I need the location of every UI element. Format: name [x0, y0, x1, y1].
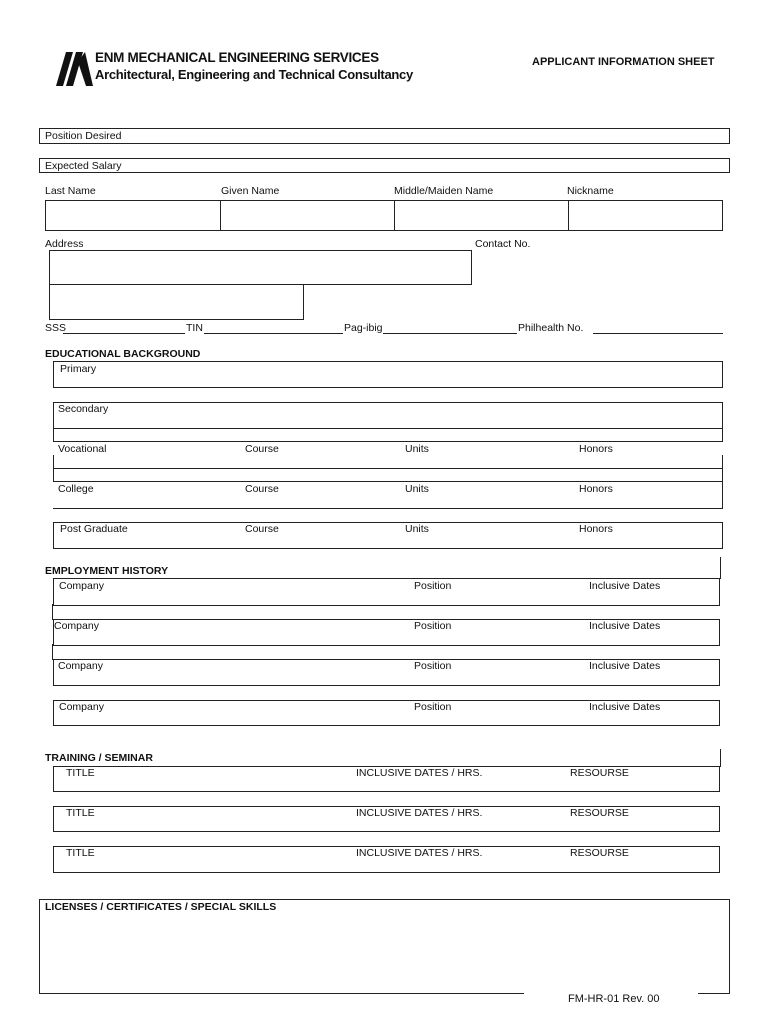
position-desired-field[interactable] — [39, 128, 730, 144]
college-course-label: Course — [245, 483, 279, 495]
employment-3-position-label: Position — [414, 660, 452, 672]
tin-label: TIN — [186, 322, 203, 334]
employment-heading: EMPLOYMENT HISTORY — [45, 565, 169, 577]
training-1-title-label: TITLE — [66, 767, 95, 779]
training-2-title-label: TITLE — [66, 807, 95, 819]
given-name-field[interactable] — [220, 200, 395, 231]
post-graduate-row[interactable] — [53, 522, 723, 549]
training-3-resource-label: RESOURSE — [570, 847, 629, 859]
employment-1-company-label: Company — [59, 580, 104, 592]
philhealth-line[interactable] — [593, 333, 723, 334]
given-name-label: Given Name — [221, 185, 280, 197]
college-honors-label: Honors — [579, 483, 613, 495]
address-field[interactable] — [49, 250, 472, 285]
vocational-units-label: Units — [405, 443, 429, 455]
training-heading: TRAINING / SEMINAR — [45, 752, 153, 764]
training-2-dates-label: INCLUSIVE DATES / HRS. — [356, 807, 483, 819]
form-title: APPLICANT INFORMATION SHEET — [532, 56, 715, 68]
training-1-dates-label: INCLUSIVE DATES / HRS. — [356, 767, 483, 779]
primary-row[interactable] — [53, 361, 723, 388]
post-graduate-label: Post Graduate — [60, 523, 128, 535]
sss-label: SSS — [45, 322, 67, 334]
employment-3-dates-label: Inclusive Dates — [589, 660, 661, 672]
employment-2-dates-label: Inclusive Dates — [589, 620, 661, 632]
expected-salary-label: Expected Salary — [45, 160, 122, 172]
training-2-resource-label: RESOURSE — [570, 807, 629, 819]
contact-no-field[interactable] — [49, 284, 304, 320]
college-units-label: Units — [405, 483, 429, 495]
primary-label: Primary — [60, 363, 97, 375]
employment-3-company-label: Company — [58, 660, 103, 672]
training-3-title-label: TITLE — [66, 847, 95, 859]
contact-no-label: Contact No. — [475, 238, 531, 250]
company-logo — [56, 48, 413, 88]
vocational-course-label: Course — [245, 443, 279, 455]
education-heading: EDUCATIONAL BACKGROUND — [45, 348, 201, 360]
licenses-box[interactable] — [39, 899, 730, 993]
college-row[interactable] — [53, 481, 723, 508]
employment-4-position-label: Position — [414, 701, 452, 713]
post-graduate-course-label: Course — [245, 523, 279, 535]
position-desired-label: Position Desired — [45, 130, 122, 142]
post-graduate-units-label: Units — [405, 523, 429, 535]
secondary-row[interactable] — [53, 402, 723, 428]
training-3-dates-label: INCLUSIVE DATES / HRS. — [356, 847, 483, 859]
pagibig-label: Pag-ibig — [344, 322, 383, 334]
employment-2-position-label: Position — [414, 620, 452, 632]
nickname-label: Nickname — [567, 185, 614, 197]
post-graduate-honors-label: Honors — [579, 523, 613, 535]
licenses-heading: LICENSES / CERTIFICATES / SPECIAL SKILLS — [45, 901, 277, 913]
training-1-resource-label: RESOURSE — [570, 767, 629, 779]
company-tagline: Architectural, Engineering and Technical Consultancy — [95, 67, 413, 82]
vocational-row[interactable] — [53, 441, 723, 468]
last-name-label: Last Name — [45, 185, 96, 197]
company-name: ENM MECHANICAL ENGINEERING SERVICES — [95, 50, 379, 65]
tin-line[interactable] — [204, 333, 343, 334]
employment-1-position-label: Position — [414, 580, 452, 592]
vocational-label: Vocational — [58, 443, 107, 455]
nickname-field[interactable] — [568, 200, 723, 231]
employment-1-dates-label: Inclusive Dates — [589, 580, 661, 592]
expected-salary-field[interactable] — [39, 158, 730, 173]
vocational-honors-label: Honors — [579, 443, 613, 455]
form-code: FM-HR-01 Rev. 00 — [568, 993, 660, 1005]
middle-name-field[interactable] — [394, 200, 569, 231]
enm-logo-mark-icon — [56, 52, 96, 86]
address-label: Address — [45, 238, 84, 250]
pagibig-line[interactable] — [383, 333, 517, 334]
employment-2-company-label: Company — [54, 620, 99, 632]
employment-4-company-label: Company — [59, 701, 104, 713]
middle-name-label: Middle/Maiden Name — [394, 185, 494, 197]
employment-4-dates-label: Inclusive Dates — [589, 701, 661, 713]
secondary-label: Secondary — [58, 403, 109, 415]
last-name-field[interactable] — [45, 200, 221, 231]
philhealth-label: Philhealth No. — [518, 322, 584, 334]
college-label: College — [58, 483, 94, 495]
sss-line[interactable] — [63, 333, 185, 334]
